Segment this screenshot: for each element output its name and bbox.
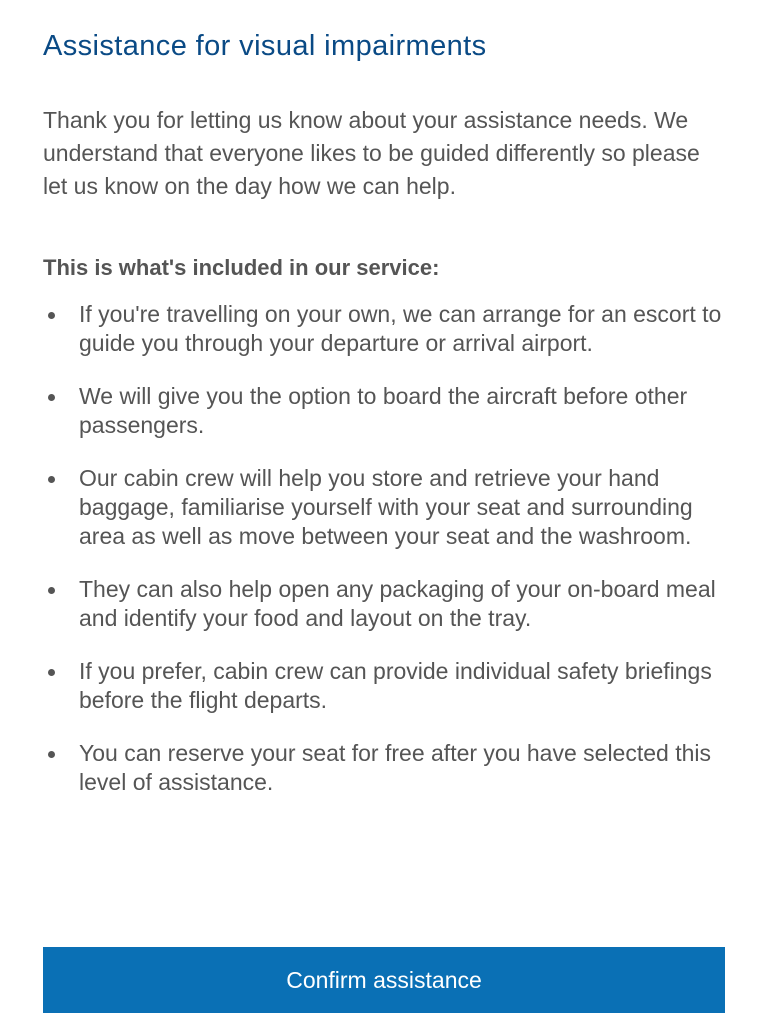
list-item <box>43 300 725 358</box>
intro-text: Thank you for letting us know about your assistance needs. We understand that everyone likes to be guided differently so please let us know on the day how we can help. <box>43 107 700 199</box>
list-item-text: If you're travelling on your own, we can arrange for an escort to guide you through your departure or arrival airport. <box>79 301 722 356</box>
page-title: Assistance for visual impairments <box>43 30 487 62</box>
bullet-icon <box>48 394 55 401</box>
list-item-text: They can also help open any packaging of your on-board meal and identify your food and layout on the tray. <box>79 576 716 631</box>
list-item <box>43 739 725 797</box>
bullet-icon <box>48 476 55 483</box>
list-item-text: You can reserve your seat for free after you have selected this level of assistance. <box>79 740 712 795</box>
list-item-text: We will give you the option to board the aircraft before other passengers. <box>79 383 688 438</box>
bullet-icon <box>48 669 55 676</box>
confirm-assistance-button[interactable]: Confirm assistance <box>43 947 725 1013</box>
list-item-text: Our cabin crew will help you store and retrieve your hand baggage, familiarise yourself with your seat and surrounding area as well as move between your seat and the washroom. <box>79 465 693 549</box>
list-item <box>43 464 725 551</box>
list-item <box>43 657 725 715</box>
bullet-icon <box>48 751 55 758</box>
bullet-icon <box>48 587 55 594</box>
service-heading: This is what's included in our service: <box>43 255 440 280</box>
list-item <box>43 575 725 633</box>
list-item-text: If you prefer, cabin crew can provide individual safety briefings before the flight departs. <box>79 658 712 713</box>
service-list <box>43 300 725 821</box>
list-item <box>43 382 725 440</box>
bullet-icon <box>48 312 55 319</box>
